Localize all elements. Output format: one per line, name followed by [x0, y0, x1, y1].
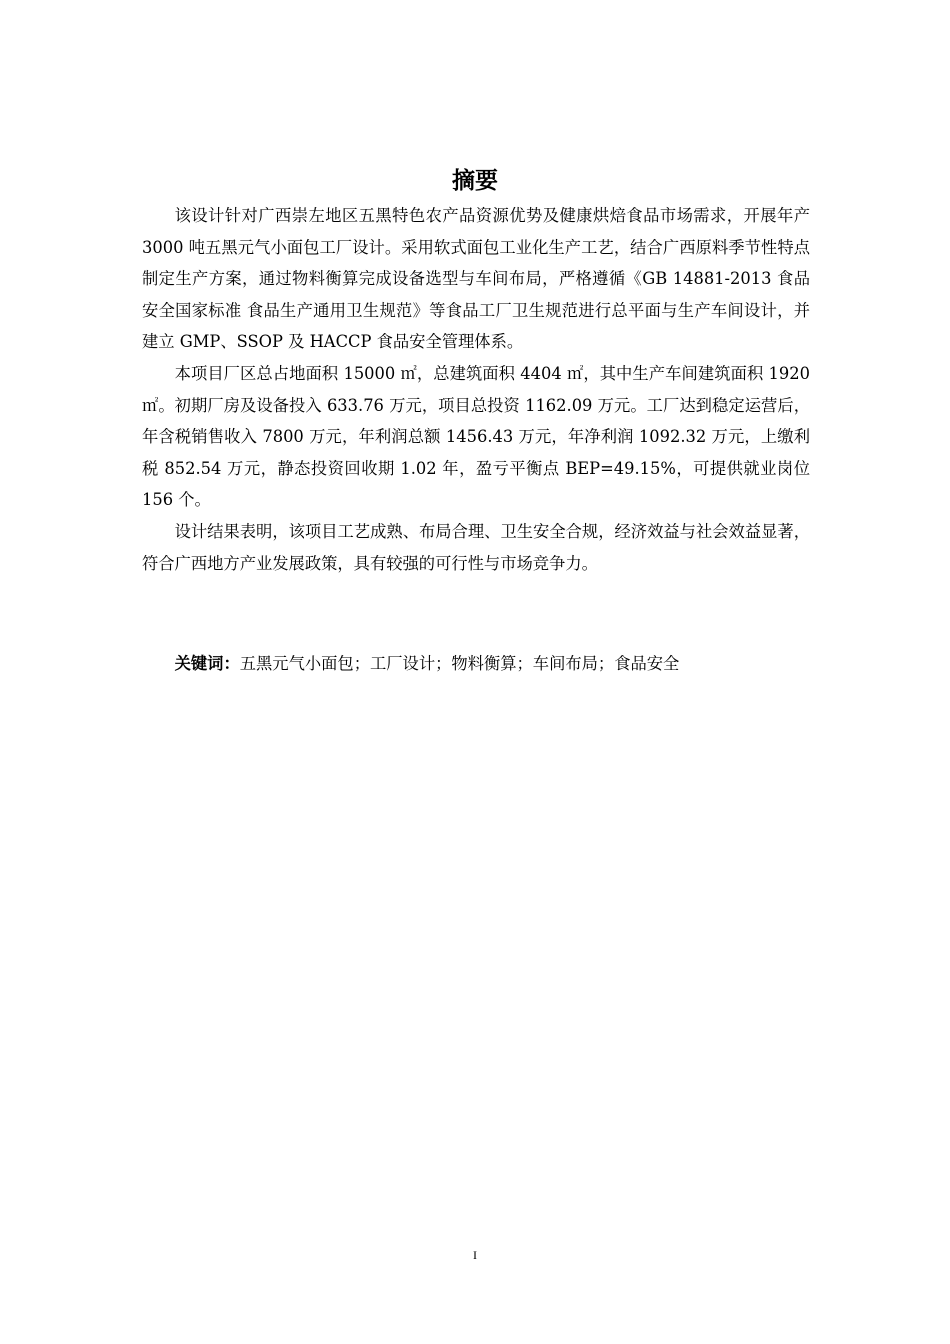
- keywords-line: [142, 648, 810, 680]
- page-number: I: [473, 1248, 477, 1262]
- abstract-paragraph-1: 该设计针对广西崇左地区五黑特色农产品资源优势及健康烘焙食品市场需求，开展年产 3000 吨五黑元气小面包工厂设计。采用软式面包工业化生产工艺，结合广西原料季节性特点制定生产方案，通过物料衡算完成设备选型与车间布局，严格遵循《GB 14881-2013 食品安全国家标准 食品生产通用卫生规范》等食品工厂卫生规范进行总平面与生产车间设计，并建立 GMP、SSOP 及 HACCP 食品安全管理体系。: [142, 206, 810, 352]
- keywords-label: 关键词：: [174, 654, 240, 673]
- abstract-title: 摘要: [452, 168, 498, 194]
- keywords-text: 五黑元气小面包；工厂设计；物料衡算；车间布局；食品安全: [239, 654, 680, 673]
- abstract-paragraph-3: 设计结果表明，该项目工艺成熟、布局合理、卫生安全合规，经济效益与社会效益显著，符合广西地方产业发展政策，具有较强的可行性与市场竞争力。: [142, 521, 810, 573]
- abstract-body: [142, 200, 810, 579]
- abstract-paragraph-2: 本项目厂区总占地面积 15000 ㎡，总建筑面积 4404 ㎡，其中生产车间建筑面积 1920 ㎡。初期厂房及设备投入 633.76 万元，项目总投资 1162.09 万元。工厂达到稳定运营后，年含税销售收入 7800 万元，年利润总额 1456.43 万元，年净利润 1092.32 万元，上缴利税 852.54 万元，静态投资回收期 1.02 年，盈亏平衡点 BEP=49.15%，可提供就业岗位 156 个。: [142, 363, 810, 510]
